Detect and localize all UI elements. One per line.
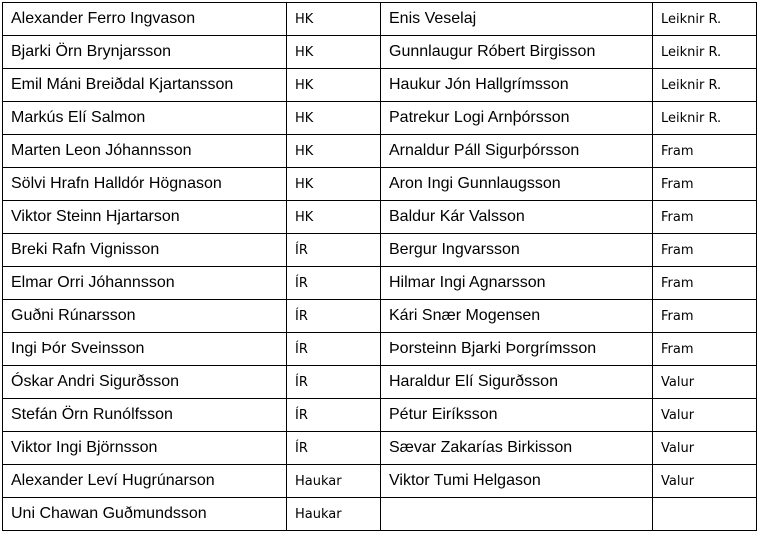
club-right: Valur	[653, 399, 757, 432]
club-left: Haukar	[287, 498, 381, 531]
club-left: ÍR	[287, 366, 381, 399]
players-table	[2, 2, 757, 531]
club-left: ÍR	[287, 300, 381, 333]
club-left: ÍR	[287, 333, 381, 366]
table-row	[3, 267, 757, 300]
table-row	[3, 465, 757, 498]
club-right: Leiknir R.	[653, 3, 757, 36]
player-name-right: Haukur Jón Hallgrímsson	[381, 69, 653, 102]
table-row	[3, 333, 757, 366]
club-right: Valur	[653, 465, 757, 498]
club-right: Fram	[653, 300, 757, 333]
player-name-right: Baldur Kár Valsson	[381, 201, 653, 234]
player-name-left: Breki Rafn Vignisson	[3, 234, 287, 267]
player-name-left: Marten Leon Jóhannsson	[3, 135, 287, 168]
player-name-right	[381, 498, 653, 531]
table-row	[3, 3, 757, 36]
table-row	[3, 300, 757, 333]
table-row	[3, 432, 757, 465]
club-right: Leiknir R.	[653, 36, 757, 69]
club-right: Leiknir R.	[653, 69, 757, 102]
table-row	[3, 168, 757, 201]
player-name-left: Guðni Rúnarsson	[3, 300, 287, 333]
table-row	[3, 36, 757, 69]
player-name-left: Uni Chawan Guðmundsson	[3, 498, 287, 531]
table-row	[3, 69, 757, 102]
player-name-right: Kári Snær Mogensen	[381, 300, 653, 333]
club-left: ÍR	[287, 267, 381, 300]
table-row	[3, 234, 757, 267]
player-name-left: Bjarki Örn Brynjarsson	[3, 36, 287, 69]
club-right: Fram	[653, 333, 757, 366]
player-name-right: Patrekur Logi Arnþórsson	[381, 102, 653, 135]
table-row	[3, 366, 757, 399]
player-name-left: Viktor Steinn Hjartarson	[3, 201, 287, 234]
club-left: HK	[287, 69, 381, 102]
player-name-right: Bergur Ingvarsson	[381, 234, 653, 267]
player-name-left: Sölvi Hrafn Halldór Högnason	[3, 168, 287, 201]
player-name-left: Óskar Andri Sigurðsson	[3, 366, 287, 399]
player-name-left: Emil Máni Breiðdal Kjartansson	[3, 69, 287, 102]
player-name-left: Elmar Orri Jóhannsson	[3, 267, 287, 300]
player-name-right: Aron Ingi Gunnlaugsson	[381, 168, 653, 201]
player-name-right: Sævar Zakarías Birkisson	[381, 432, 653, 465]
table-row	[3, 399, 757, 432]
player-name-right: Haraldur Elí Sigurðsson	[381, 366, 653, 399]
player-name-right: Viktor Tumi Helgason	[381, 465, 653, 498]
table-row	[3, 135, 757, 168]
club-right	[653, 498, 757, 531]
club-right: Valur	[653, 366, 757, 399]
player-name-left: Viktor Ingi Björnsson	[3, 432, 287, 465]
club-left: HK	[287, 102, 381, 135]
club-left: ÍR	[287, 432, 381, 465]
club-right: Fram	[653, 234, 757, 267]
club-right: Fram	[653, 168, 757, 201]
table-row	[3, 201, 757, 234]
club-left: HK	[287, 3, 381, 36]
player-name-left: Alexander Leví Hugrúnarson	[3, 465, 287, 498]
club-right: Valur	[653, 432, 757, 465]
player-name-right: Enis Veselaj	[381, 3, 653, 36]
player-name-left: Alexander Ferro Ingvason	[3, 3, 287, 36]
club-left: HK	[287, 168, 381, 201]
club-left: HK	[287, 36, 381, 69]
player-name-right: Arnaldur Páll Sigurþórsson	[381, 135, 653, 168]
player-name-left: Stefán Örn Runólfsson	[3, 399, 287, 432]
player-name-left: Ingi Þór Sveinsson	[3, 333, 287, 366]
club-right: Fram	[653, 135, 757, 168]
club-left: HK	[287, 135, 381, 168]
player-name-left: Markús Elí Salmon	[3, 102, 287, 135]
player-name-right: Pétur Eiríksson	[381, 399, 653, 432]
player-name-right: Hilmar Ingi Agnarsson	[381, 267, 653, 300]
club-left: Haukar	[287, 465, 381, 498]
club-left: ÍR	[287, 234, 381, 267]
club-left: HK	[287, 201, 381, 234]
club-right: Fram	[653, 201, 757, 234]
club-right: Leiknir R.	[653, 102, 757, 135]
player-name-right: Þorsteinn Bjarki Þorgrímsson	[381, 333, 653, 366]
table-row	[3, 498, 757, 531]
player-name-right: Gunnlaugur Róbert Birgisson	[381, 36, 653, 69]
club-right: Fram	[653, 267, 757, 300]
club-left: ÍR	[287, 399, 381, 432]
table-row	[3, 102, 757, 135]
